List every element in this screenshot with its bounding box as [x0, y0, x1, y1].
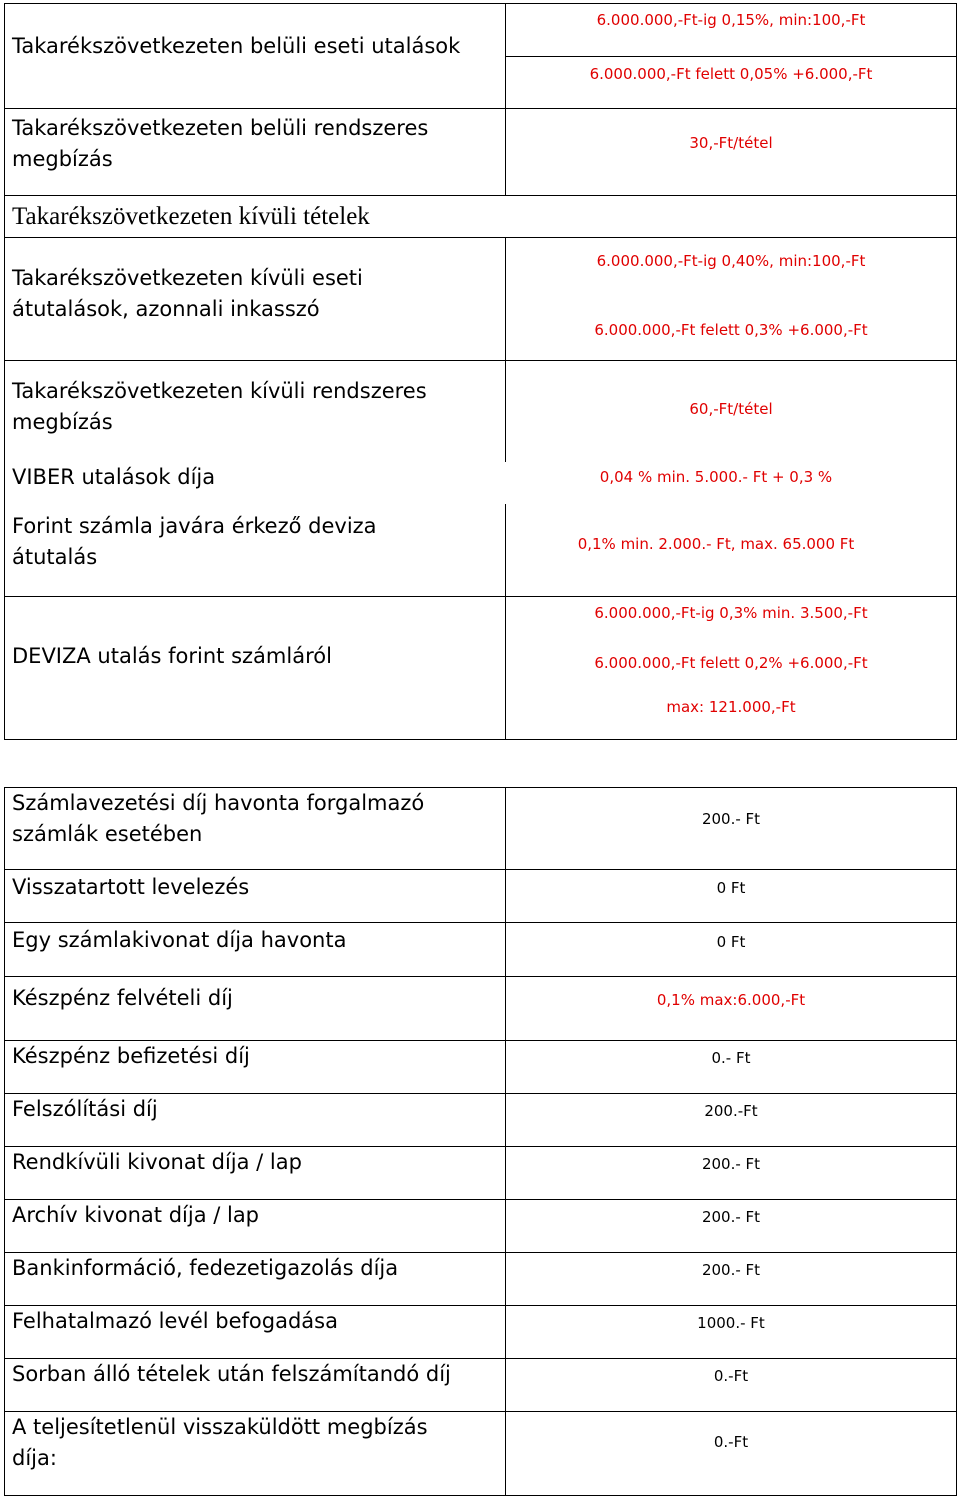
fee-value: 200.- Ft	[701, 1155, 761, 1173]
account-fees-table	[4, 787, 957, 1496]
table-row	[5, 196, 956, 238]
row-label: Visszatartott levelezés	[12, 875, 250, 899]
table-row	[5, 597, 956, 739]
fee-value: 200.- Ft	[701, 1261, 761, 1279]
table-row	[5, 1306, 956, 1359]
table-row	[5, 4, 956, 109]
row-label: Egy számlakivonat díja havonta	[12, 928, 347, 952]
row-label: Felszólítási díj	[12, 1097, 158, 1121]
fee-value: 6.000.000,-Ft felett 0,05% +6.000,-Ft	[589, 65, 873, 83]
fee-value: max: 121.000,-Ft	[666, 698, 796, 716]
fee-value: 6.000.000,-Ft felett 0,3% +6.000,-Ft	[594, 321, 868, 339]
row-label: Takarékszövetkezeten belüli eseti utalások	[12, 34, 461, 58]
table-row	[5, 238, 956, 361]
fee-value: 30,-Ft/tétel	[689, 134, 773, 152]
fee-value: 0,1% max:6.000,-Ft	[656, 991, 806, 1009]
row-label: Készpénz befizetési díj	[12, 1044, 250, 1068]
fee-value: 0.- Ft	[711, 1049, 751, 1067]
fee-value: 0,04 % min. 5.000.- Ft + 0,3 %	[599, 468, 833, 486]
row-label: A teljesítetlenül visszaküldött megbízás	[12, 1415, 428, 1439]
fee-value: 0,1% min. 2.000.- Ft, max. 65.000 Ft	[577, 535, 855, 553]
fee-value: 60,-Ft/tétel	[689, 400, 773, 418]
table-row	[5, 788, 956, 870]
table-row	[5, 870, 956, 923]
row-label: DEVIZA utalás forint számláról	[12, 644, 332, 668]
row-label: átutalások, azonnali inkasszó	[12, 297, 320, 321]
table-row	[5, 109, 956, 196]
fee-value: 0 Ft	[716, 879, 746, 897]
fee-value: 0 Ft	[716, 933, 746, 951]
table-row	[5, 923, 956, 977]
fee-value: 6.000.000,-Ft felett 0,2% +6.000,-Ft	[594, 654, 868, 672]
row-label: VIBER utalások díja	[12, 465, 216, 489]
table-row	[5, 1147, 956, 1200]
row-label: számlák esetében	[12, 822, 203, 846]
row-label: megbízás	[12, 147, 113, 171]
cell-divider	[506, 56, 956, 57]
row-label: Készpénz felvételi díj	[12, 986, 233, 1010]
table-row	[5, 1094, 956, 1147]
row-label: Rendkívüli kivonat díja / lap	[12, 1150, 302, 1174]
table-row	[5, 462, 956, 504]
row-label: Bankinformáció, fedezetigazolás díja	[12, 1256, 399, 1280]
fee-value: 0.-Ft	[713, 1367, 749, 1385]
fee-value: 200.- Ft	[701, 1208, 761, 1226]
row-label: díja:	[12, 1446, 57, 1470]
table-row	[5, 1359, 956, 1412]
row-label: Számlavezetési díj havonta forgalmazó	[12, 791, 425, 815]
fee-value: 1000.- Ft	[697, 1314, 765, 1332]
table-row	[5, 1253, 956, 1306]
table-row	[5, 361, 956, 462]
fee-value: 200.-Ft	[704, 1102, 758, 1120]
section-heading: Takarékszövetkezeten kívüli tételek	[12, 203, 370, 230]
table-row	[5, 977, 956, 1041]
row-label: Archív kivonat díja / lap	[12, 1203, 260, 1227]
row-label: átutalás	[12, 545, 98, 569]
fee-value: 6.000.000,-Ft-ig 0,40%, min:100,-Ft	[596, 252, 866, 270]
row-label: Takarékszövetkezeten kívüli rendszeres	[12, 379, 427, 403]
row-label: Sorban álló tételek után felszámítandó díj	[12, 1362, 451, 1386]
row-label: Felhatalmazó levél befogadása	[12, 1309, 338, 1333]
fee-value: 200.- Ft	[701, 810, 761, 828]
fee-value: 6.000.000,-Ft-ig 0,15%, min:100,-Ft	[596, 11, 866, 29]
fee-value: 6.000.000,-Ft-ig 0,3% min. 3.500,-Ft	[594, 604, 868, 622]
row-label: Takarékszövetkezeten kívüli eseti	[12, 266, 363, 290]
table-row	[5, 1200, 956, 1253]
row-label: megbízás	[12, 410, 113, 434]
transfer-fees-table	[4, 3, 957, 740]
row-label: Takarékszövetkezeten belüli rendszeres	[12, 116, 429, 140]
table-row	[5, 504, 956, 597]
table-row	[5, 1041, 956, 1094]
fee-value: 0.-Ft	[713, 1433, 749, 1451]
table-row	[5, 1412, 956, 1496]
row-label: Forint számla javára érkező deviza	[12, 514, 377, 538]
